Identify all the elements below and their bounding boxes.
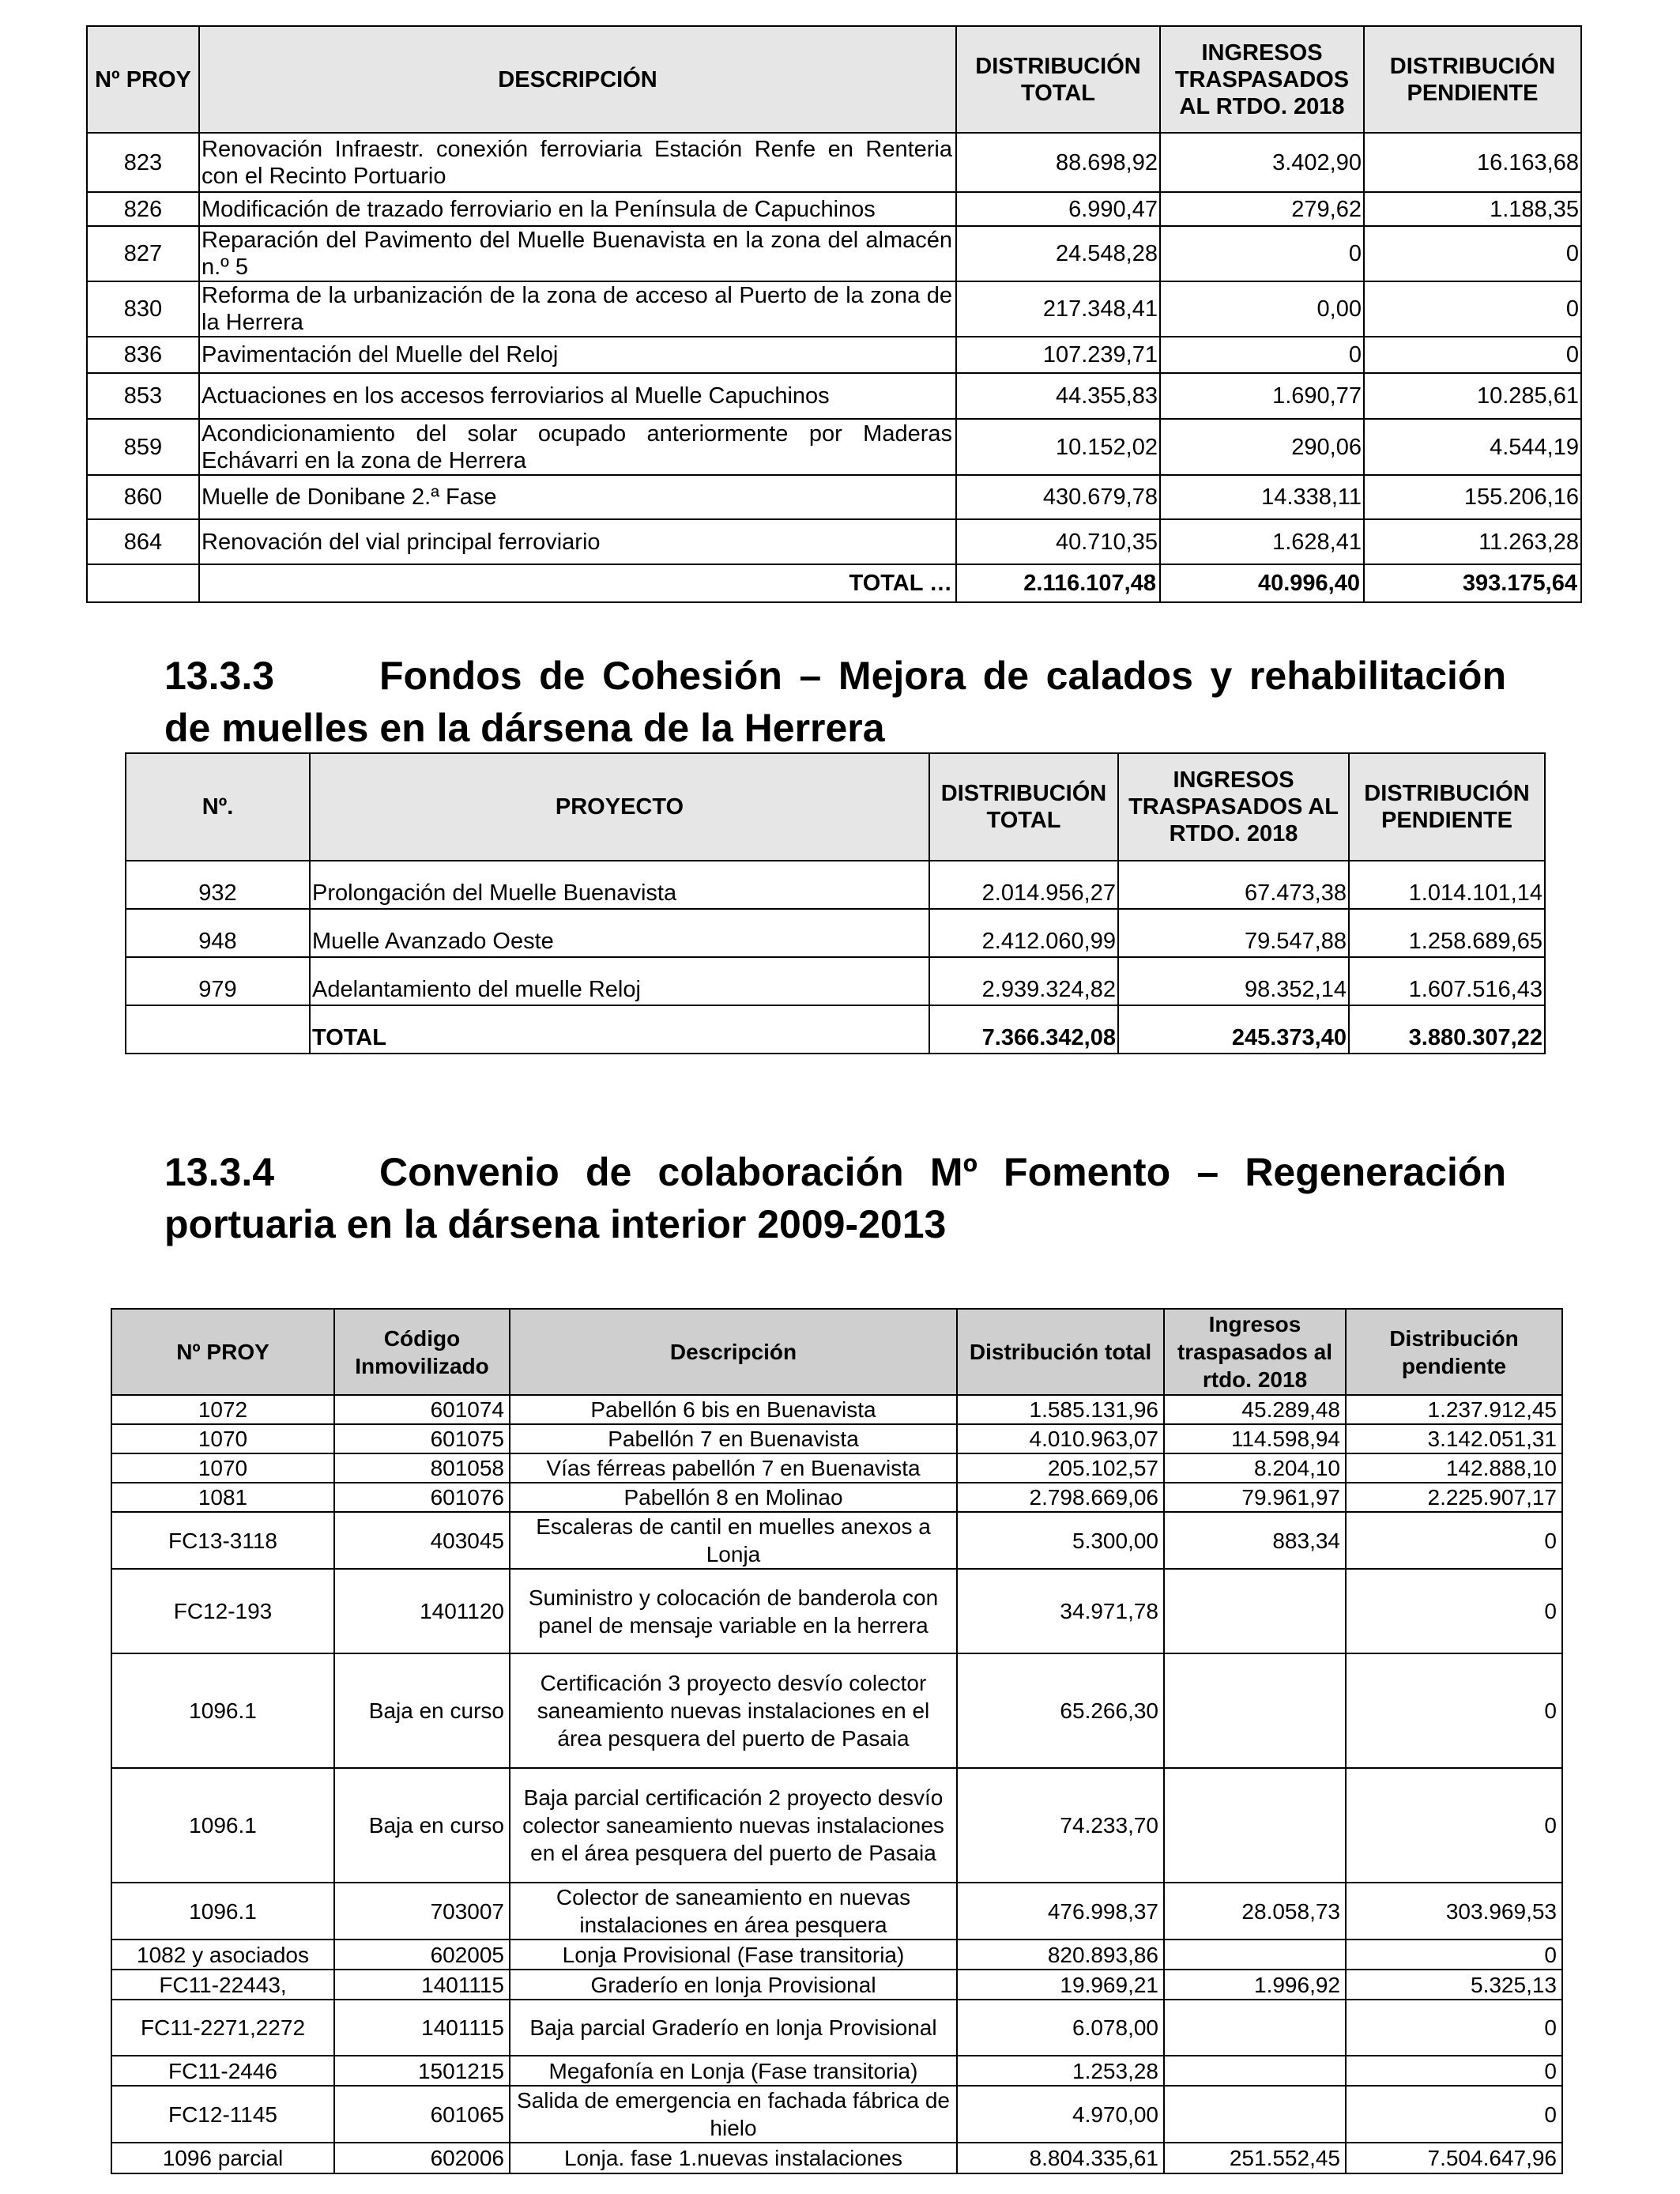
total-cell: 8.804.335,61 (957, 2143, 1164, 2173)
convenio-table (111, 1308, 1563, 2174)
total-cell: 476.998,37 (957, 1883, 1164, 1940)
projects-table (86, 25, 1582, 603)
description-cell: Pabellón 7 en Buenavista (510, 1424, 957, 1453)
pendiente-cell: 303.969,53 (1346, 1883, 1562, 1940)
section-heading-13-3-4 (164, 1146, 1506, 1250)
col-header-proy: Nº PROY (87, 26, 199, 133)
description-cell: Salida de emergencia en fachada fábrica de hielo (510, 2086, 957, 2143)
description-cell: Muelle de Donibane 2.ª Fase (199, 475, 956, 519)
ingresos-cell: 79.961,97 (1164, 1483, 1346, 1512)
total-cell: 65.266,30 (957, 1653, 1164, 1768)
ingresos-cell (1164, 1653, 1346, 1768)
total-cell: 820.893,86 (957, 1940, 1164, 1970)
table-row (87, 226, 1581, 281)
ingresos-cell: 290,06 (1160, 419, 1364, 475)
proy-cell: 1081 (111, 1483, 334, 1512)
codigo-cell: 801058 (334, 1453, 510, 1483)
table-row (111, 1569, 1562, 1653)
description-cell: Baja parcial Graderío en lonja Provisional (510, 2000, 957, 2056)
pendiente-cell: 10.285,61 (1364, 373, 1581, 419)
table-row (111, 2000, 1562, 2056)
proy-cell: FC12-193 (111, 1569, 334, 1653)
table-row (111, 1970, 1562, 2000)
codigo-cell: 602006 (334, 2143, 510, 2173)
description-cell: Modificación de trazado ferroviario en la Península de Capuchinos (199, 192, 956, 226)
description-cell: Lonja Provisional (Fase transitoria) (510, 1940, 957, 1970)
description-cell: Baja parcial certificación 2 proyecto desvío colector saneamiento nuevas instalaciones en el área pesquera del puerto de Pasaia (510, 1768, 957, 1883)
total-cell: 107.239,71 (956, 337, 1160, 373)
num-cell: 948 (126, 909, 310, 957)
pendiente-cell: 1.237.912,45 (1346, 1395, 1562, 1424)
pendiente-cell: 1.014.101,14 (1349, 861, 1545, 909)
col-header-ingresos: INGRESOS TRASPASADOS AL RTDO. 2018 (1118, 753, 1349, 861)
col-header-distribucion-total: Distribución total (957, 1309, 1164, 1395)
table-row (111, 2086, 1562, 2143)
ingresos-cell: 883,34 (1164, 1512, 1346, 1569)
table-row (111, 1883, 1562, 1940)
table-row (126, 861, 1545, 909)
codigo-cell: 601065 (334, 2086, 510, 2143)
pendiente-cell: 0 (1364, 281, 1581, 337)
proy-cell: 859 (87, 419, 199, 475)
pendiente-cell: 0 (1346, 1653, 1562, 1768)
ingresos-cell: 0 (1160, 337, 1364, 373)
pendiente-cell: 4.544,19 (1364, 419, 1581, 475)
proy-cell: 1082 y asociados (111, 1940, 334, 1970)
table-row (111, 1653, 1562, 1768)
table-row (111, 1512, 1562, 1569)
table-row (87, 133, 1581, 192)
ingresos-cell: 3.402,90 (1160, 133, 1364, 192)
ingresos-cell: 1.690,77 (1160, 373, 1364, 419)
proy-cell: FC12-1145 (111, 2086, 334, 2143)
description-cell: Reforma de la urbanización de la zona de acceso al Puerto de la zona de la Herrera (199, 281, 956, 337)
pendiente-cell: 7.504.647,96 (1346, 2143, 1562, 2173)
pendiente-cell: 3.880.307,22 (1349, 1005, 1545, 1054)
ingresos-cell: 8.204,10 (1164, 1453, 1346, 1483)
table-row (111, 1453, 1562, 1483)
ingresos-cell: 0,00 (1160, 281, 1364, 337)
proy-cell: 1096 parcial (111, 2143, 334, 2173)
col-header-distribucion-total: DISTRIBUCIÓN TOTAL (956, 26, 1160, 133)
proyecto-cell: Muelle Avanzado Oeste (310, 909, 929, 957)
total-cell: 7.366.342,08 (929, 1005, 1118, 1054)
cohesion-funds-table (125, 752, 1546, 1054)
table-row (87, 337, 1581, 373)
description-cell: Renovación Infraestr. conexión ferroviaria Estación Renfe en Renteria con el Recinto Portuario (199, 133, 956, 192)
total-cell: 217.348,41 (956, 281, 1160, 337)
codigo-cell: 1501215 (334, 2056, 510, 2086)
description-cell: Pavimentación del Muelle del Reloj (199, 337, 956, 373)
total-cell: 4.970,00 (957, 2086, 1164, 2143)
table-row (111, 1768, 1562, 1883)
ingresos-cell: 251.552,45 (1164, 2143, 1346, 2173)
codigo-cell: 1401115 (334, 1970, 510, 2000)
total-cell: 74.233,70 (957, 1768, 1164, 1883)
codigo-cell: 403045 (334, 1512, 510, 1569)
pendiente-cell: 0 (1346, 2086, 1562, 2143)
description-cell: Megafonía en Lonja (Fase transitoria) (510, 2056, 957, 2086)
col-header-pendiente: Distribución pendiente (1346, 1309, 1562, 1395)
total-cell: 430.679,78 (956, 475, 1160, 519)
col-header-pendiente: DISTRIBUCIÓN PENDIENTE (1364, 26, 1581, 133)
col-header-num: Nº. (126, 753, 310, 861)
table-row (87, 192, 1581, 226)
table-header-row (126, 753, 1545, 861)
ingresos-cell (1164, 1569, 1346, 1653)
total-cell: 1.253,28 (957, 2056, 1164, 2086)
ingresos-cell (1164, 2000, 1346, 2056)
proy-cell: FC11-2271,2272 (111, 2000, 334, 2056)
pendiente-cell: 155.206,16 (1364, 475, 1581, 519)
pendiente-cell: 393.175,64 (1364, 564, 1581, 602)
total-row (87, 564, 1581, 602)
pendiente-cell: 11.263,28 (1364, 519, 1581, 564)
description-cell: Actuaciones en los accesos ferroviarios al Muelle Capuchinos (199, 373, 956, 419)
pendiente-cell: 0 (1346, 1940, 1562, 1970)
total-cell: 6.078,00 (957, 2000, 1164, 2056)
description-cell: Certificación 3 proyecto desvío colector saneamiento nuevas instalaciones en el área pesquera del puerto de Pasaia (510, 1653, 957, 1768)
pendiente-cell: 3.142.051,31 (1346, 1424, 1562, 1453)
col-header-descripcion: DESCRIPCIÓN (199, 26, 956, 133)
total-cell: 1.585.131,96 (957, 1395, 1164, 1424)
total-cell: 6.990,47 (956, 192, 1160, 226)
col-header-descripcion: Descripción (510, 1309, 957, 1395)
section-title: Convenio de colaboración Mº Fomento – Regeneración portuaria en la dársena interior 2009-2013 (164, 1150, 1506, 1246)
col-header-ingresos: Ingresos traspasados al rtdo. 2018 (1164, 1309, 1346, 1395)
proy-cell: 1096.1 (111, 1653, 334, 1768)
pendiente-cell: 16.163,68 (1364, 133, 1581, 192)
codigo-cell: 1401120 (334, 1569, 510, 1653)
total-cell: 34.971,78 (957, 1569, 1164, 1653)
ingresos-cell: 28.058,73 (1164, 1883, 1346, 1940)
proyecto-cell: Adelantamiento del muelle Reloj (310, 957, 929, 1005)
description-cell: Lonja. fase 1.nuevas instalaciones (510, 2143, 957, 2173)
total-cell: 44.355,83 (956, 373, 1160, 419)
proy-cell: 853 (87, 373, 199, 419)
description-cell: Acondicionamiento del solar ocupado anteriormente por Maderas Echávarri en la zona de Herrera (199, 419, 956, 475)
pendiente-cell: 1.607.516,43 (1349, 957, 1545, 1005)
total-cell: 19.969,21 (957, 1970, 1164, 2000)
table-row (126, 909, 1545, 957)
proy-cell: 1070 (111, 1453, 334, 1483)
section-title: Fondos de Cohesión – Mejora de calados y rehabilitación de muelles en la dársena de la Herrera (164, 654, 1506, 750)
pendiente-cell: 0 (1364, 337, 1581, 373)
pendiente-cell: 1.258.689,65 (1349, 909, 1545, 957)
pendiente-cell: 142.888,10 (1346, 1453, 1562, 1483)
total-cell: 205.102,57 (957, 1453, 1164, 1483)
codigo-cell: 601074 (334, 1395, 510, 1424)
description-cell: Pabellón 6 bis en Buenavista (510, 1395, 957, 1424)
pendiente-cell: 0 (1346, 1768, 1562, 1883)
ingresos-cell: 114.598,94 (1164, 1424, 1346, 1453)
total-cell: 88.698,92 (956, 133, 1160, 192)
col-header-proy: Nº PROY (111, 1309, 334, 1395)
proy-cell: 864 (87, 519, 199, 564)
codigo-cell: 703007 (334, 1883, 510, 1940)
ingresos-cell: 1.996,92 (1164, 1970, 1346, 2000)
pendiente-cell: 0 (1346, 1512, 1562, 1569)
proy-cell: FC11-2446 (111, 2056, 334, 2086)
table-row (87, 519, 1581, 564)
num-cell: 979 (126, 957, 310, 1005)
proy-cell: 830 (87, 281, 199, 337)
description-cell: Escaleras de cantil en muelles anexos a Lonja (510, 1512, 957, 1569)
pendiente-cell: 0 (1364, 226, 1581, 281)
table-row (111, 2056, 1562, 2086)
proy-cell: 1070 (111, 1424, 334, 1453)
ingresos-cell (1164, 1940, 1346, 1970)
description-cell: Graderío en lonja Provisional (510, 1970, 957, 2000)
description-cell: Reparación del Pavimento del Muelle Buenavista en la zona del almacén n.º 5 (199, 226, 956, 281)
total-cell: 4.010.963,07 (957, 1424, 1164, 1453)
ingresos-cell: 245.373,40 (1118, 1005, 1349, 1054)
proy-cell: 827 (87, 226, 199, 281)
table-row (126, 957, 1545, 1005)
proyecto-cell: Prolongación del Muelle Buenavista (310, 861, 929, 909)
description-cell: Renovación del vial principal ferroviario (199, 519, 956, 564)
total-cell: 40.710,35 (956, 519, 1160, 564)
proy-cell: 1096.1 (111, 1883, 334, 1940)
description-cell: Suministro y colocación de banderola con panel de mensaje variable en la herrera (510, 1569, 957, 1653)
ingresos-cell: 67.473,38 (1118, 861, 1349, 909)
ingresos-cell: 79.547,88 (1118, 909, 1349, 957)
pendiente-cell: 1.188,35 (1364, 192, 1581, 226)
ingresos-cell: 40.996,40 (1160, 564, 1364, 602)
codigo-cell: 602005 (334, 1940, 510, 1970)
col-header-ingresos: INGRESOS TRASPASADOS AL RTDO. 2018 (1160, 26, 1364, 133)
total-cell: 10.152,02 (956, 419, 1160, 475)
proy-cell: 826 (87, 192, 199, 226)
description-cell: Vías férreas pabellón 7 en Buenavista (510, 1453, 957, 1483)
ingresos-cell (1164, 1768, 1346, 1883)
proy-cell: FC11-22443, (111, 1970, 334, 2000)
ingresos-cell: 14.338,11 (1160, 475, 1364, 519)
proy-cell: 1072 (111, 1395, 334, 1424)
table-row (111, 2143, 1562, 2173)
table-row (87, 281, 1581, 337)
proy-cell: 1096.1 (111, 1768, 334, 1883)
table-header-row (111, 1309, 1562, 1395)
ingresos-cell: 98.352,14 (1118, 957, 1349, 1005)
table-row (111, 1395, 1562, 1424)
ingresos-cell (1164, 2086, 1346, 2143)
total-label: TOTAL (310, 1005, 929, 1054)
total-cell: 2.014.956,27 (929, 861, 1118, 909)
table-row (87, 419, 1581, 475)
col-header-pendiente: DISTRIBUCIÓN PENDIENTE (1349, 753, 1545, 861)
table-header-row (87, 26, 1581, 133)
pendiente-cell: 2.225.907,17 (1346, 1483, 1562, 1512)
total-cell: 5.300,00 (957, 1512, 1164, 1569)
section-number: 13.3.3 (164, 654, 275, 698)
codigo-cell: 601076 (334, 1483, 510, 1512)
col-header-distribucion-total: DISTRIBUCIÓN TOTAL (929, 753, 1118, 861)
total-cell: 24.548,28 (956, 226, 1160, 281)
pendiente-cell: 0 (1346, 1569, 1562, 1653)
total-cell: 2.798.669,06 (957, 1483, 1164, 1512)
codigo-cell: Baja en curso (334, 1653, 510, 1768)
total-row (126, 1005, 1545, 1054)
codigo-cell: 601075 (334, 1424, 510, 1453)
total-cell: 2.116.107,48 (956, 564, 1160, 602)
total-label: TOTAL … (199, 564, 956, 602)
col-header-proyecto: PROYECTO (310, 753, 929, 861)
proy-cell: FC13-3118 (111, 1512, 334, 1569)
ingresos-cell: 45.289,48 (1164, 1395, 1346, 1424)
proy-cell: 836 (87, 337, 199, 373)
ingresos-cell: 279,62 (1160, 192, 1364, 226)
ingresos-cell: 0 (1160, 226, 1364, 281)
proy-cell: 823 (87, 133, 199, 192)
description-cell: Pabellón 8 en Molinao (510, 1483, 957, 1512)
ingresos-cell: 1.628,41 (1160, 519, 1364, 564)
empty-cell (87, 564, 199, 602)
pendiente-cell: 5.325,13 (1346, 1970, 1562, 2000)
section-number: 13.3.4 (164, 1150, 275, 1194)
pendiente-cell: 0 (1346, 2056, 1562, 2086)
total-cell: 2.939.324,82 (929, 957, 1118, 1005)
description-cell: Colector de saneamiento en nuevas instalaciones en área pesquera (510, 1883, 957, 1940)
table-row (87, 475, 1581, 519)
table-row (111, 1940, 1562, 1970)
section-heading-13-3-3 (164, 650, 1506, 754)
codigo-cell: Baja en curso (334, 1768, 510, 1883)
pendiente-cell: 0 (1346, 2000, 1562, 2056)
col-header-codigo: Código Inmovilizado (334, 1309, 510, 1395)
table-row (87, 373, 1581, 419)
empty-cell (126, 1005, 310, 1054)
num-cell: 932 (126, 861, 310, 909)
ingresos-cell (1164, 2056, 1346, 2086)
total-cell: 2.412.060,99 (929, 909, 1118, 957)
proy-cell: 860 (87, 475, 199, 519)
codigo-cell: 1401115 (334, 2000, 510, 2056)
table-row (111, 1424, 1562, 1453)
table-row (111, 1483, 1562, 1512)
